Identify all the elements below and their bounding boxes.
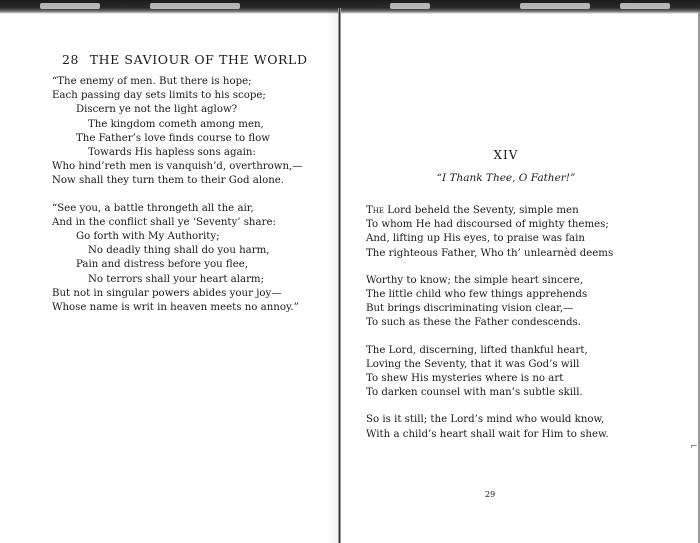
chapter-number: XIV	[493, 148, 519, 162]
stanza	[52, 202, 322, 316]
scan-speck	[390, 3, 430, 9]
stanza	[366, 413, 666, 441]
scan-speck	[620, 3, 670, 9]
poem-line: Each passing day sets limits to his scope;	[52, 90, 266, 102]
poem-line: Towards His hapless sons again:	[88, 147, 256, 159]
poem-line: The righteous Father, Who th’ unlearnèd deems	[366, 247, 614, 259]
poem-line: “See you, a battle throngeth all the air,	[52, 202, 254, 214]
poem-line: And in the conflict shall ye ‘Seventy’ share:	[52, 216, 276, 228]
drop-word: The	[366, 205, 385, 216]
poem-line: And, lifting up His eyes, to praise was fain	[366, 233, 585, 245]
poem-line: Now shall they turn them to their God alone.	[52, 175, 285, 187]
poem-line: But not in singular powers abides your joy—	[52, 287, 282, 299]
poem-line: With a child’s heart shall wait for Him to shew.	[366, 428, 609, 440]
folio-page-number: 29	[485, 490, 496, 499]
running-head	[62, 52, 322, 67]
scan-top-edge	[0, 0, 700, 14]
scan-speck	[40, 3, 100, 9]
poem-line: The kingdom cometh among men,	[88, 118, 264, 130]
stanza	[366, 204, 666, 261]
right-page	[366, 148, 666, 455]
poem-line: To whom He had discoursed of mighty themes;	[366, 219, 609, 231]
stanza	[366, 344, 666, 401]
scan-speck	[150, 3, 240, 9]
poem-line: Pain and distress before you flee,	[76, 259, 248, 271]
poem-line: The Father’s love finds course to flow	[76, 132, 270, 144]
poem-line: So is it still; the Lord’s mind who would know,	[366, 414, 605, 426]
scan-speck	[520, 3, 590, 9]
poem-line: No deadly thing shall do you harm,	[88, 245, 270, 257]
stanza	[366, 274, 666, 331]
left-page	[52, 52, 322, 328]
poem-line: Loving the Seventy, that it was God’s will	[366, 358, 580, 370]
poem-line: The little child who few things apprehends	[366, 289, 588, 301]
poem-line: “The enemy of men. But there is hope;	[52, 76, 252, 87]
book-gutter-shadow	[326, 8, 338, 543]
poem-line: To shew His mysteries where is no art	[366, 373, 564, 385]
poem-line: To such as these the Father condescends.	[366, 317, 582, 329]
poem-line: Worthy to know; the simple heart sincere,	[366, 274, 584, 286]
scan-mark: ⌐	[690, 442, 698, 452]
poem-line-text: Lord beheld the Seventy, simple men	[384, 205, 579, 216]
poem-line: Whose name is writ in heaven meets no annoy.”	[52, 302, 299, 314]
chapter-title: “I Thank Thee, O Father!”	[436, 172, 576, 184]
running-head-title: THE SAVIOUR OF THE WORLD	[89, 52, 308, 67]
page-number: 28	[62, 52, 80, 67]
poem-line: Go forth with My Authority;	[76, 231, 220, 243]
book-gutter	[338, 8, 341, 543]
poem-line: To darken counsel with man’s subtle skill.	[366, 387, 583, 399]
stanza	[52, 75, 322, 189]
poem-line: Discern ye not the light aglow?	[76, 104, 238, 116]
poem-line: No terrors shall your heart alarm;	[88, 273, 265, 285]
poem-line	[366, 204, 666, 218]
poem-line: The Lord, discerning, lifted thankful heart,	[366, 344, 588, 356]
poem-line: But brings discriminating vision clear,—	[366, 303, 574, 315]
poem-line: Who hind’reth men is vanquish’d, overthrown,—	[52, 161, 303, 173]
